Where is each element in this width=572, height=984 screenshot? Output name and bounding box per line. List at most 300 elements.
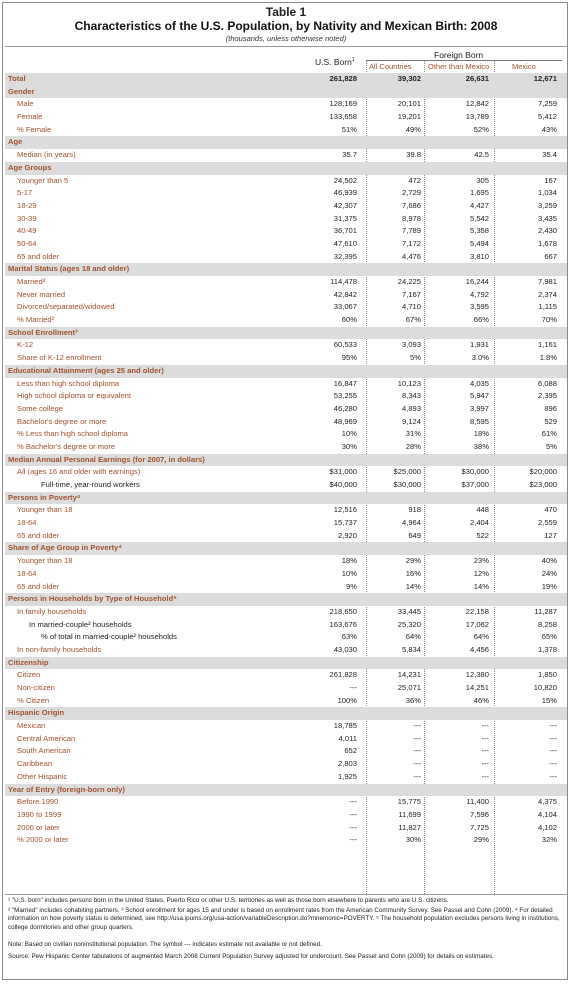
footer-rule (5, 894, 567, 895)
cell-col-1: 51% (341, 124, 357, 134)
table-row (5, 809, 567, 822)
cell-col-4: 1,378 (537, 644, 557, 654)
table-row (5, 644, 567, 657)
cell-col-3: --- (481, 733, 489, 743)
cell-col-2: 25,071 (397, 683, 421, 692)
cell-col-3: 46% (473, 695, 489, 705)
row-label: Married² (17, 277, 46, 286)
cell-col-1: 1,925 (337, 771, 357, 781)
table-row (5, 720, 567, 733)
cell-col-3: 11,400 (466, 797, 489, 807)
table-row (5, 441, 567, 454)
cell-col-1: 12,516 (333, 505, 357, 515)
cell-col-4: 40% (541, 556, 557, 566)
cell-col-4: --- (549, 746, 557, 756)
cell-col-1: 46,939 (333, 188, 357, 198)
cell-col-2: 8,343 (401, 391, 421, 401)
table-row (5, 378, 567, 391)
cell-col-4: 896 (544, 403, 557, 413)
row-label: 18-64 (17, 568, 37, 578)
row-label: Younger than 5 (17, 175, 69, 185)
cell-col-4: 1,161 (537, 340, 557, 350)
cell-col-4: 2,374 (537, 289, 557, 299)
row-label: Marital Status (ages 18 and older) (8, 264, 130, 274)
cell-col-4: 667 (544, 251, 557, 261)
cell-col-2: 14% (405, 581, 421, 591)
table-row (5, 530, 567, 543)
cell-col-2: 67% (405, 315, 421, 325)
table-row (5, 466, 567, 479)
cell-col-4: --- (549, 771, 557, 781)
section-header (5, 492, 567, 505)
cell-col-3: 5,542 (469, 213, 489, 223)
cell-col-3: 3,595 (469, 302, 489, 312)
cell-col-3: 4,792 (469, 289, 489, 299)
cell-col-4: 2,395 (537, 391, 557, 401)
row-label: % of total in married-couple² households (41, 632, 177, 642)
row-label: In married-couple² households (29, 619, 132, 629)
header-mexico: Mexico (512, 62, 536, 71)
row-label: Citizen (17, 670, 41, 680)
cell-col-3: 26,631 (465, 74, 489, 83)
section-header (5, 162, 567, 175)
row-label: K-12 (17, 340, 34, 350)
cell-col-3: 4,456 (469, 644, 489, 654)
row-label: Gender (8, 86, 35, 96)
row-label: Age Groups (8, 162, 52, 172)
cell-col-2: 36% (405, 695, 421, 705)
cell-col-1: 163,676 (329, 619, 357, 629)
units-note: (thousands, unless otherwise noted) (225, 34, 347, 43)
table-row (5, 403, 567, 416)
row-label: 65 and older (17, 530, 60, 540)
cell-col-3: 305 (476, 175, 489, 185)
cell-col-1: 60% (341, 315, 357, 325)
cell-col-2: 918 (408, 505, 421, 515)
cell-col-3: 3,997 (469, 403, 489, 413)
cell-col-4: --- (549, 759, 557, 769)
cell-col-2: 4,964 (401, 518, 421, 528)
cell-col-2: 7,789 (401, 226, 421, 236)
cell-col-3: 52% (473, 124, 489, 134)
cell-col-4: 1.8% (539, 353, 557, 363)
cell-col-3: 1,695 (469, 188, 489, 198)
row-label: Bachelor's degree or more (17, 416, 107, 426)
cell-col-1: 35.7 (342, 150, 357, 160)
cell-col-4: 61% (541, 429, 557, 439)
cell-col-2: 472 (408, 175, 421, 185)
cell-col-2: 10,123 (397, 378, 421, 388)
row-label: % Female (17, 124, 52, 134)
footnote-2: ² "Married" includes cohabiting partners. ³ School enrollment for ages 15 and under is based on enrollment rates from the American Community Survey. See Passel and Cohn (2009). ⁴ For detailed information on how poverty status is determined, see http://usa.ipums.org/usa-action/variableDescription.do?mnemonic=POVERTY. ⁵ The household population excludes persons living in institutions, college dormitories and other group quarters. (8, 907, 560, 931)
cell-col-3: $37,000 (461, 480, 489, 489)
cell-col-3: 7,725 (469, 822, 489, 832)
row-label: Persons in Households by Type of Household⁵ (8, 594, 177, 604)
table-row (5, 124, 567, 137)
cell-col-2: 8,978 (401, 213, 421, 223)
section-header (5, 784, 567, 797)
table-row (5, 149, 567, 162)
table-row (5, 758, 567, 771)
cell-col-2: 2,729 (401, 188, 421, 198)
cell-col-3: 64% (473, 632, 489, 642)
cell-col-2: 3,093 (401, 340, 421, 350)
cell-col-4: 19% (541, 581, 557, 591)
cell-col-4: --- (549, 733, 557, 743)
table-title: Table 1 (265, 5, 307, 19)
cell-col-3: --- (481, 771, 489, 781)
cell-col-3: 1,931 (469, 340, 489, 350)
row-label: Central American (17, 733, 76, 743)
cell-col-1: 114,478 (330, 277, 357, 286)
cell-col-1: 261,828 (329, 74, 357, 83)
cell-col-2: 4,893 (401, 403, 421, 413)
cell-col-1: --- (349, 822, 357, 832)
cell-col-4: 6,088 (537, 378, 557, 388)
table-row (5, 225, 567, 238)
row-label: Younger than 18 (17, 505, 73, 515)
cell-col-1: 95% (341, 353, 357, 363)
row-label: 30-39 (17, 213, 37, 223)
table-row (5, 213, 567, 226)
section-header (5, 593, 567, 606)
table-row (5, 796, 567, 809)
table-row (5, 98, 567, 111)
table-row (5, 504, 567, 517)
cell-col-2: 9,124 (401, 416, 421, 426)
row-label: Caribbean (17, 759, 53, 769)
row-label: % Married² (17, 315, 55, 325)
cell-col-4: 65% (541, 632, 557, 642)
header-other-than-mexico: Other than Mexico (428, 62, 490, 71)
cell-col-3: 2,404 (469, 518, 489, 528)
row-label: Persons in Poverty⁴ (8, 492, 81, 502)
cell-col-1: --- (349, 835, 357, 845)
cell-col-3: 4,035 (469, 378, 489, 388)
cell-col-4: 2,559 (537, 518, 557, 528)
cell-col-4: 70% (541, 315, 557, 325)
cell-col-2: 31% (405, 429, 421, 439)
cell-col-2: 11,827 (398, 822, 421, 832)
cell-col-4: 15% (541, 695, 557, 705)
cell-col-2: 24,225 (397, 277, 421, 286)
cell-col-4: 8,258 (537, 619, 557, 629)
footnote-source: Source: Pew Hispanic Center tabulations of augmented March 2008 Current Population Survey adjusted for undercount. See Passel and Cohn (2009) for details on estimates. (8, 953, 494, 960)
cell-col-3: 5,947 (469, 391, 489, 401)
section-header (5, 365, 567, 378)
table-row (5, 301, 567, 314)
cell-col-1: 10% (341, 429, 357, 439)
cell-col-1: 47,610 (333, 238, 357, 248)
cell-col-4: 43% (541, 124, 557, 134)
row-label: 5-17 (17, 188, 33, 198)
cell-col-2: 39,302 (397, 74, 421, 83)
row-label: % Less than high school diploma (17, 429, 129, 439)
section-header (5, 657, 567, 670)
cell-col-2: 16% (405, 568, 421, 578)
row-label: Median Annual Personal Earnings (for 2007, in dollars) (8, 454, 205, 464)
row-label: 65 and older (17, 251, 60, 261)
footnote-note: Note: Based on civilian noninstitutional population. The symbol --- indicates estimate not available or not defined. (8, 941, 322, 948)
table-row (5, 619, 567, 632)
cell-col-1: 16,847 (333, 378, 357, 388)
cell-col-2: 25,320 (397, 619, 421, 629)
cell-col-1: --- (349, 683, 357, 692)
cell-col-2: 7,172 (401, 238, 421, 248)
row-label: Citizenship (8, 657, 49, 667)
table-row (5, 314, 567, 327)
table-row (5, 390, 567, 403)
cell-col-3: --- (481, 746, 489, 756)
cell-col-4: 1,850 (537, 670, 557, 680)
cell-col-4: 5% (546, 441, 557, 451)
cell-col-4: 11,287 (534, 606, 557, 616)
cell-col-1: 15,737 (333, 518, 357, 528)
cell-col-1: 32,395 (333, 251, 357, 261)
row-label: 50-64 (17, 238, 37, 248)
row-label: 18-29 (17, 200, 37, 210)
cell-col-2: 28% (405, 441, 421, 451)
cell-col-4: 1,678 (537, 238, 557, 248)
cell-col-3: 14% (473, 581, 489, 591)
row-label: Age (8, 137, 23, 147)
cell-col-4: 3,435 (537, 213, 557, 223)
cell-col-2: --- (413, 746, 421, 756)
cell-col-3: 5,358 (469, 226, 489, 236)
cell-col-2: --- (413, 771, 421, 781)
cell-col-1: 133,658 (329, 112, 357, 122)
cell-col-3: 12,842 (465, 99, 489, 109)
cell-col-2: $25,000 (393, 467, 421, 477)
table-row (5, 606, 567, 619)
header-foreign-born: Foreign Born (434, 50, 484, 60)
row-label: Total (8, 74, 26, 83)
row-label: All (ages 16 and older with earnings) (17, 467, 141, 477)
cell-col-3: 29% (473, 835, 489, 845)
cell-col-2: 20,101 (397, 99, 421, 109)
cell-col-1: 652 (344, 746, 357, 756)
cell-col-1: 53,255 (333, 391, 357, 401)
row-label: % Bachelor's degree or more (17, 441, 116, 451)
cell-col-2: 49% (405, 124, 421, 134)
cell-col-4: 2,430 (537, 226, 557, 236)
foreign-born-rule (366, 60, 562, 61)
row-label: 65 and older (17, 581, 60, 591)
header-top-rule (5, 46, 567, 47)
row-label: Mexican (17, 721, 46, 731)
cell-col-3: 8,595 (469, 416, 489, 426)
cell-col-3: 5,494 (469, 238, 489, 248)
cell-col-4: 7,981 (537, 277, 557, 286)
cell-col-4: 4,104 (537, 809, 557, 819)
cell-col-3: 42.5 (474, 150, 489, 160)
row-label: Before 1990 (17, 797, 59, 807)
row-label: Some college (17, 403, 64, 413)
table-row (5, 339, 567, 352)
cell-col-2: --- (413, 721, 421, 731)
row-label: 1990 to 1999 (17, 809, 62, 819)
cell-col-1: 2,920 (337, 530, 357, 540)
cell-col-4: 10,820 (533, 683, 557, 692)
section-header (5, 263, 567, 276)
cell-col-3: 17,062 (465, 619, 489, 629)
cell-col-4: 127 (544, 530, 557, 540)
section-header (5, 327, 567, 340)
cell-col-2: 7,167 (401, 289, 421, 299)
cell-col-3: 23% (473, 556, 489, 566)
table-row (5, 555, 567, 568)
cell-col-3: 4,427 (469, 200, 489, 210)
cell-col-4: 1,115 (538, 302, 557, 312)
cell-col-2: 33,445 (397, 606, 421, 616)
cell-col-1: 43,030 (333, 644, 357, 654)
row-label: South American (17, 746, 71, 756)
cell-col-1: 18,785 (333, 721, 357, 731)
cell-col-4: 35.4 (542, 150, 557, 160)
cell-col-4: 470 (544, 505, 557, 515)
cell-col-1: $40,000 (329, 480, 357, 489)
cell-col-3: 448 (476, 505, 489, 515)
table-row (5, 682, 567, 695)
row-label: Younger than 18 (17, 556, 73, 566)
cell-col-4: 12,671 (533, 74, 557, 83)
cell-col-3: 38% (473, 441, 489, 451)
cell-col-2: 64% (405, 632, 421, 642)
row-label: Median (in years) (17, 150, 76, 160)
cell-col-3: 13,789 (465, 112, 489, 122)
row-label: Divorced/separated/widowed (17, 302, 115, 312)
table-row (5, 669, 567, 682)
cell-col-4: 4,375 (537, 797, 557, 807)
cell-col-2: --- (413, 759, 421, 769)
cell-col-2: 7,686 (401, 200, 421, 210)
cell-col-4: 167 (544, 175, 557, 185)
section-header (5, 454, 567, 467)
cell-col-4: --- (549, 721, 557, 731)
row-label: Other Hispanic (17, 771, 68, 781)
cell-col-1: 60,533 (333, 340, 357, 350)
cell-col-3: 14,251 (465, 683, 489, 692)
cell-col-1: 31,375 (333, 213, 357, 223)
row-label: Less than high school diploma (17, 378, 120, 388)
row-label: In family households (17, 606, 87, 616)
row-label: Female (17, 112, 43, 122)
row-label: High school diploma or equivalent (17, 391, 131, 401)
section-header (5, 542, 567, 555)
table-row (5, 416, 567, 429)
table-row (5, 695, 567, 708)
row-label: In non-family households (17, 644, 102, 654)
cell-col-1: 10% (341, 568, 357, 578)
cell-col-3: 3,810 (469, 251, 489, 261)
cell-col-1: 42,842 (333, 289, 357, 299)
table-row (5, 568, 567, 581)
row-label: 40-49 (17, 226, 37, 236)
row-label: Hispanic Origin (8, 708, 65, 718)
cell-col-1: 4,011 (338, 733, 357, 743)
row-label: School Enrollment³ (8, 327, 78, 337)
cell-col-4: 24% (541, 568, 557, 578)
section-header (5, 136, 567, 149)
footnote-1: ¹ "U.S. born" includes persons born in the United States, Puerto Rico or other U.S. territories as well as those born elsewhere to parents who are U.S. citizens. (8, 897, 449, 904)
section-header (5, 86, 567, 99)
table-row (5, 822, 567, 835)
cell-col-2: 4,710 (401, 302, 421, 312)
table-row (5, 111, 567, 124)
row-label: 2000 or later (17, 822, 60, 832)
row-label: Full-time, year-round workers (41, 480, 140, 489)
total-row (5, 73, 567, 86)
table-subtitle: Characteristics of the U.S. Population, by Nativity and Mexican Birth: 2008 (74, 19, 498, 33)
cell-col-1: 9% (346, 581, 357, 591)
cell-col-3: 66% (473, 315, 489, 325)
section-header (5, 707, 567, 720)
cell-col-1: 261,828 (329, 670, 357, 680)
row-label: Share of Age Group in Poverty⁴ (8, 543, 123, 553)
cell-col-4: 32% (541, 835, 557, 845)
table-row (5, 200, 567, 213)
table-row (5, 631, 567, 644)
cell-col-1: 24,502 (333, 175, 357, 185)
cell-col-2: 4,476 (401, 251, 421, 261)
row-label: % Citizen (17, 695, 50, 705)
row-label: Year of Entry (foreign-born only) (8, 784, 125, 794)
cell-col-2: --- (413, 733, 421, 743)
table-row (5, 175, 567, 188)
table-row (5, 517, 567, 530)
row-label: Educational Attainment (ages 25 and older) (8, 365, 164, 375)
table-row (5, 251, 567, 264)
cell-col-1: --- (349, 797, 357, 807)
table-row (5, 771, 567, 784)
cell-col-2: 14,231 (397, 670, 421, 680)
cell-col-4: 7,259 (537, 99, 557, 109)
cell-col-1: 30% (341, 441, 357, 451)
cell-col-1: 33,067 (333, 302, 357, 312)
cell-col-2: 39.8 (406, 150, 421, 160)
table-row (5, 733, 567, 746)
cell-col-1: --- (349, 809, 357, 819)
cell-col-4: 3,259 (537, 200, 557, 210)
cell-col-2: 15,775 (397, 797, 421, 807)
cell-col-2: 29% (405, 556, 421, 566)
row-label: 18-64 (17, 518, 37, 528)
cell-col-3: --- (481, 759, 489, 769)
cell-col-3: 18% (473, 429, 489, 439)
table-row (5, 745, 567, 758)
cell-col-1: 48,969 (333, 416, 357, 426)
header-us-born: U.S. Born$^1$ (315, 57, 355, 67)
table-row (5, 581, 567, 594)
cell-col-3: 12% (473, 568, 489, 578)
cell-col-2: 30% (405, 835, 421, 845)
header-all-countries: All Countries (369, 62, 412, 71)
table-row (5, 352, 567, 365)
cell-col-2: 5,834 (401, 644, 421, 654)
data-table (5, 73, 567, 847)
row-label: Never married (17, 289, 66, 299)
cell-col-2: 649 (408, 530, 421, 540)
cell-col-4: 4,102 (537, 822, 557, 832)
cell-col-4: 529 (544, 416, 557, 426)
cell-col-2: 5% (410, 353, 421, 363)
cell-col-4: $23,000 (529, 480, 557, 489)
cell-col-1: 42,307 (333, 200, 357, 210)
cell-col-3: 22,158 (465, 606, 489, 616)
cell-col-1: $31,000 (329, 467, 357, 477)
cell-col-3: --- (481, 721, 489, 731)
cell-col-4: $20,000 (529, 467, 557, 477)
